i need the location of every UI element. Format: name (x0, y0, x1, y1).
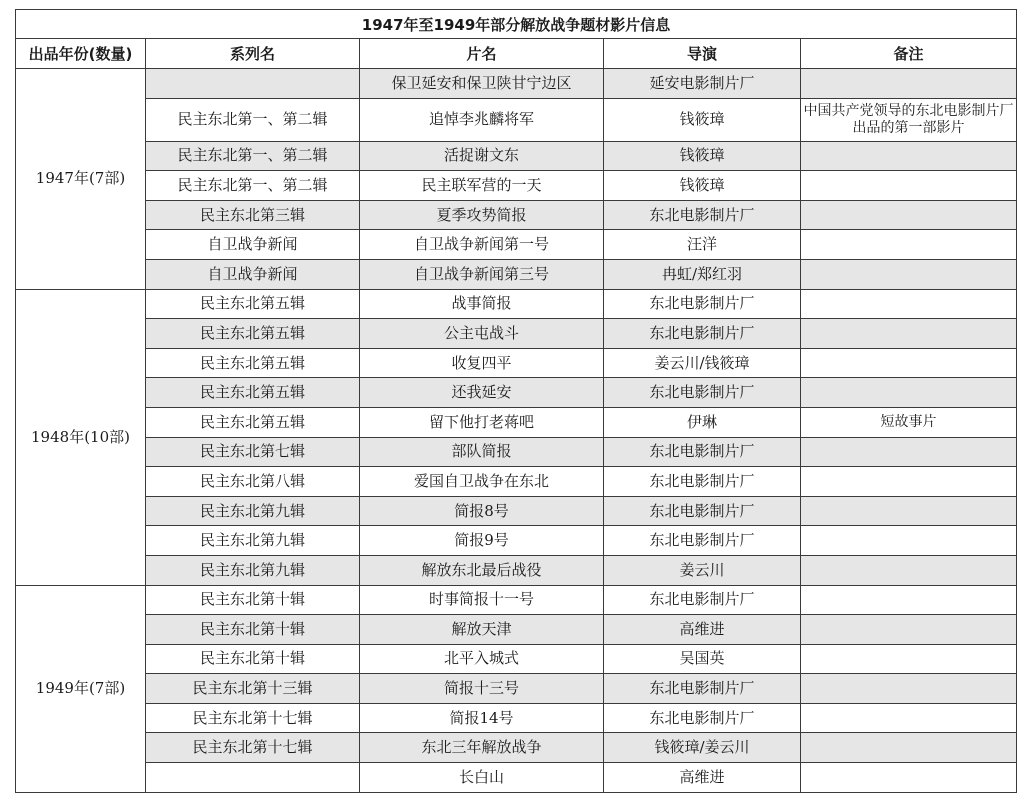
table-row (16, 171, 1017, 201)
table-row (16, 763, 1017, 793)
note-cell (801, 644, 1017, 674)
film-cell: 简报十三号 (360, 674, 604, 704)
series-cell: 自卫战争新闻 (146, 259, 360, 289)
table-row (16, 259, 1017, 289)
table-body (16, 69, 1017, 793)
director-cell: 钱筱璋/姜云川 (604, 733, 801, 763)
film-cell: 爱国自卫战争在东北 (360, 467, 604, 497)
film-cell: 战事简报 (360, 289, 604, 319)
series-cell: 民主东北第九辑 (146, 555, 360, 585)
film-cell: 解放天津 (360, 615, 604, 645)
table-row (16, 674, 1017, 704)
note-cell (801, 200, 1017, 230)
table-row (16, 98, 1017, 141)
header-row (16, 39, 1017, 69)
note-cell (801, 348, 1017, 378)
series-cell: 民主东北第一、第二辑 (146, 98, 360, 141)
director-cell: 高维进 (604, 763, 801, 793)
series-cell: 民主东北第十七辑 (146, 703, 360, 733)
table-row (16, 69, 1017, 99)
director-cell: 东北电影制片厂 (604, 703, 801, 733)
year-cell: 1947年(7部) (16, 69, 146, 290)
table-row (16, 585, 1017, 615)
note-cell (801, 171, 1017, 201)
director-cell: 东北电影制片厂 (604, 496, 801, 526)
series-cell: 民主东北第一、第二辑 (146, 171, 360, 201)
series-cell: 自卫战争新闻 (146, 230, 360, 260)
series-cell: 民主东北第三辑 (146, 200, 360, 230)
film-cell: 还我延安 (360, 378, 604, 408)
series-cell (146, 69, 360, 99)
header-series: 系列名 (146, 39, 360, 69)
film-cell: 公主屯战斗 (360, 319, 604, 349)
director-cell: 钱筱璋 (604, 141, 801, 171)
film-cell: 简报9号 (360, 526, 604, 556)
note-cell (801, 555, 1017, 585)
director-cell: 东北电影制片厂 (604, 319, 801, 349)
table-row (16, 319, 1017, 349)
series-cell: 民主东北第五辑 (146, 348, 360, 378)
note-cell (801, 674, 1017, 704)
director-cell: 东北电影制片厂 (604, 585, 801, 615)
film-cell: 简报14号 (360, 703, 604, 733)
series-cell: 民主东北第十七辑 (146, 733, 360, 763)
series-cell: 民主东北第十辑 (146, 644, 360, 674)
note-cell (801, 69, 1017, 99)
note-cell (801, 763, 1017, 793)
note-cell (801, 230, 1017, 260)
director-cell: 东北电影制片厂 (604, 200, 801, 230)
note-cell (801, 615, 1017, 645)
table-row (16, 615, 1017, 645)
note-cell (801, 585, 1017, 615)
series-cell (146, 763, 360, 793)
film-cell: 简报8号 (360, 496, 604, 526)
film-cell: 保卫延安和保卫陕甘宁边区 (360, 69, 604, 99)
note-cell (801, 378, 1017, 408)
table-row (16, 733, 1017, 763)
header-director: 导演 (604, 39, 801, 69)
film-cell: 北平入城式 (360, 644, 604, 674)
table-row (16, 496, 1017, 526)
table-row (16, 141, 1017, 171)
table-row (16, 348, 1017, 378)
director-cell: 吴国英 (604, 644, 801, 674)
table-row (16, 230, 1017, 260)
note-cell (801, 467, 1017, 497)
film-info-table (15, 9, 1017, 793)
series-cell: 民主东北第十三辑 (146, 674, 360, 704)
note-cell (801, 733, 1017, 763)
table-row (16, 555, 1017, 585)
series-cell: 民主东北第七辑 (146, 437, 360, 467)
note-cell (801, 437, 1017, 467)
header-note: 备注 (801, 39, 1017, 69)
film-cell: 留下他打老蒋吧 (360, 407, 604, 437)
film-cell: 夏季攻势简报 (360, 200, 604, 230)
year-cell: 1948年(10部) (16, 289, 146, 585)
film-cell: 收复四平 (360, 348, 604, 378)
director-cell: 东北电影制片厂 (604, 289, 801, 319)
film-cell: 活捉谢文东 (360, 141, 604, 171)
note-cell: 中国共产党领导的东北电影制片厂出品的第一部影片 (801, 98, 1017, 141)
series-cell: 民主东北第五辑 (146, 319, 360, 349)
note-cell (801, 496, 1017, 526)
note-cell: 短故事片 (801, 407, 1017, 437)
table-row (16, 703, 1017, 733)
series-cell: 民主东北第九辑 (146, 526, 360, 556)
director-cell: 冉虹/郑红羽 (604, 259, 801, 289)
table-row (16, 437, 1017, 467)
table-container (15, 9, 1016, 793)
note-cell (801, 141, 1017, 171)
table-row (16, 644, 1017, 674)
table-title: 1947年至1949年部分解放战争题材影片信息 (16, 10, 1017, 39)
director-cell: 东北电影制片厂 (604, 674, 801, 704)
film-cell: 时事简报十一号 (360, 585, 604, 615)
header-year: 出品年份(数量) (16, 39, 146, 69)
director-cell: 汪洋 (604, 230, 801, 260)
note-cell (801, 526, 1017, 556)
director-cell: 延安电影制片厂 (604, 69, 801, 99)
year-cell: 1949年(7部) (16, 585, 146, 792)
table-row (16, 378, 1017, 408)
director-cell: 姜云川 (604, 555, 801, 585)
series-cell: 民主东北第十辑 (146, 615, 360, 645)
table-row (16, 200, 1017, 230)
director-cell: 东北电影制片厂 (604, 378, 801, 408)
director-cell: 钱筱璋 (604, 98, 801, 141)
series-cell: 民主东北第五辑 (146, 289, 360, 319)
series-cell: 民主东北第五辑 (146, 407, 360, 437)
director-cell: 东北电影制片厂 (604, 467, 801, 497)
director-cell: 东北电影制片厂 (604, 437, 801, 467)
film-cell: 自卫战争新闻第三号 (360, 259, 604, 289)
note-cell (801, 319, 1017, 349)
series-cell: 民主东北第十辑 (146, 585, 360, 615)
note-cell (801, 289, 1017, 319)
film-cell: 民主联军营的一天 (360, 171, 604, 201)
table-row (16, 289, 1017, 319)
film-cell: 追悼李兆麟将军 (360, 98, 604, 141)
series-cell: 民主东北第一、第二辑 (146, 141, 360, 171)
film-cell: 长白山 (360, 763, 604, 793)
note-cell (801, 703, 1017, 733)
series-cell: 民主东北第九辑 (146, 496, 360, 526)
series-cell: 民主东北第五辑 (146, 378, 360, 408)
director-cell: 东北电影制片厂 (604, 526, 801, 556)
film-cell: 东北三年解放战争 (360, 733, 604, 763)
director-cell: 姜云川/钱筱璋 (604, 348, 801, 378)
film-cell: 部队简报 (360, 437, 604, 467)
table-row (16, 526, 1017, 556)
table-row (16, 467, 1017, 497)
film-cell: 解放东北最后战役 (360, 555, 604, 585)
series-cell: 民主东北第八辑 (146, 467, 360, 497)
film-cell: 自卫战争新闻第一号 (360, 230, 604, 260)
director-cell: 高维进 (604, 615, 801, 645)
director-cell: 伊琳 (604, 407, 801, 437)
header-film: 片名 (360, 39, 604, 69)
director-cell: 钱筱璋 (604, 171, 801, 201)
note-cell (801, 259, 1017, 289)
table-row (16, 407, 1017, 437)
